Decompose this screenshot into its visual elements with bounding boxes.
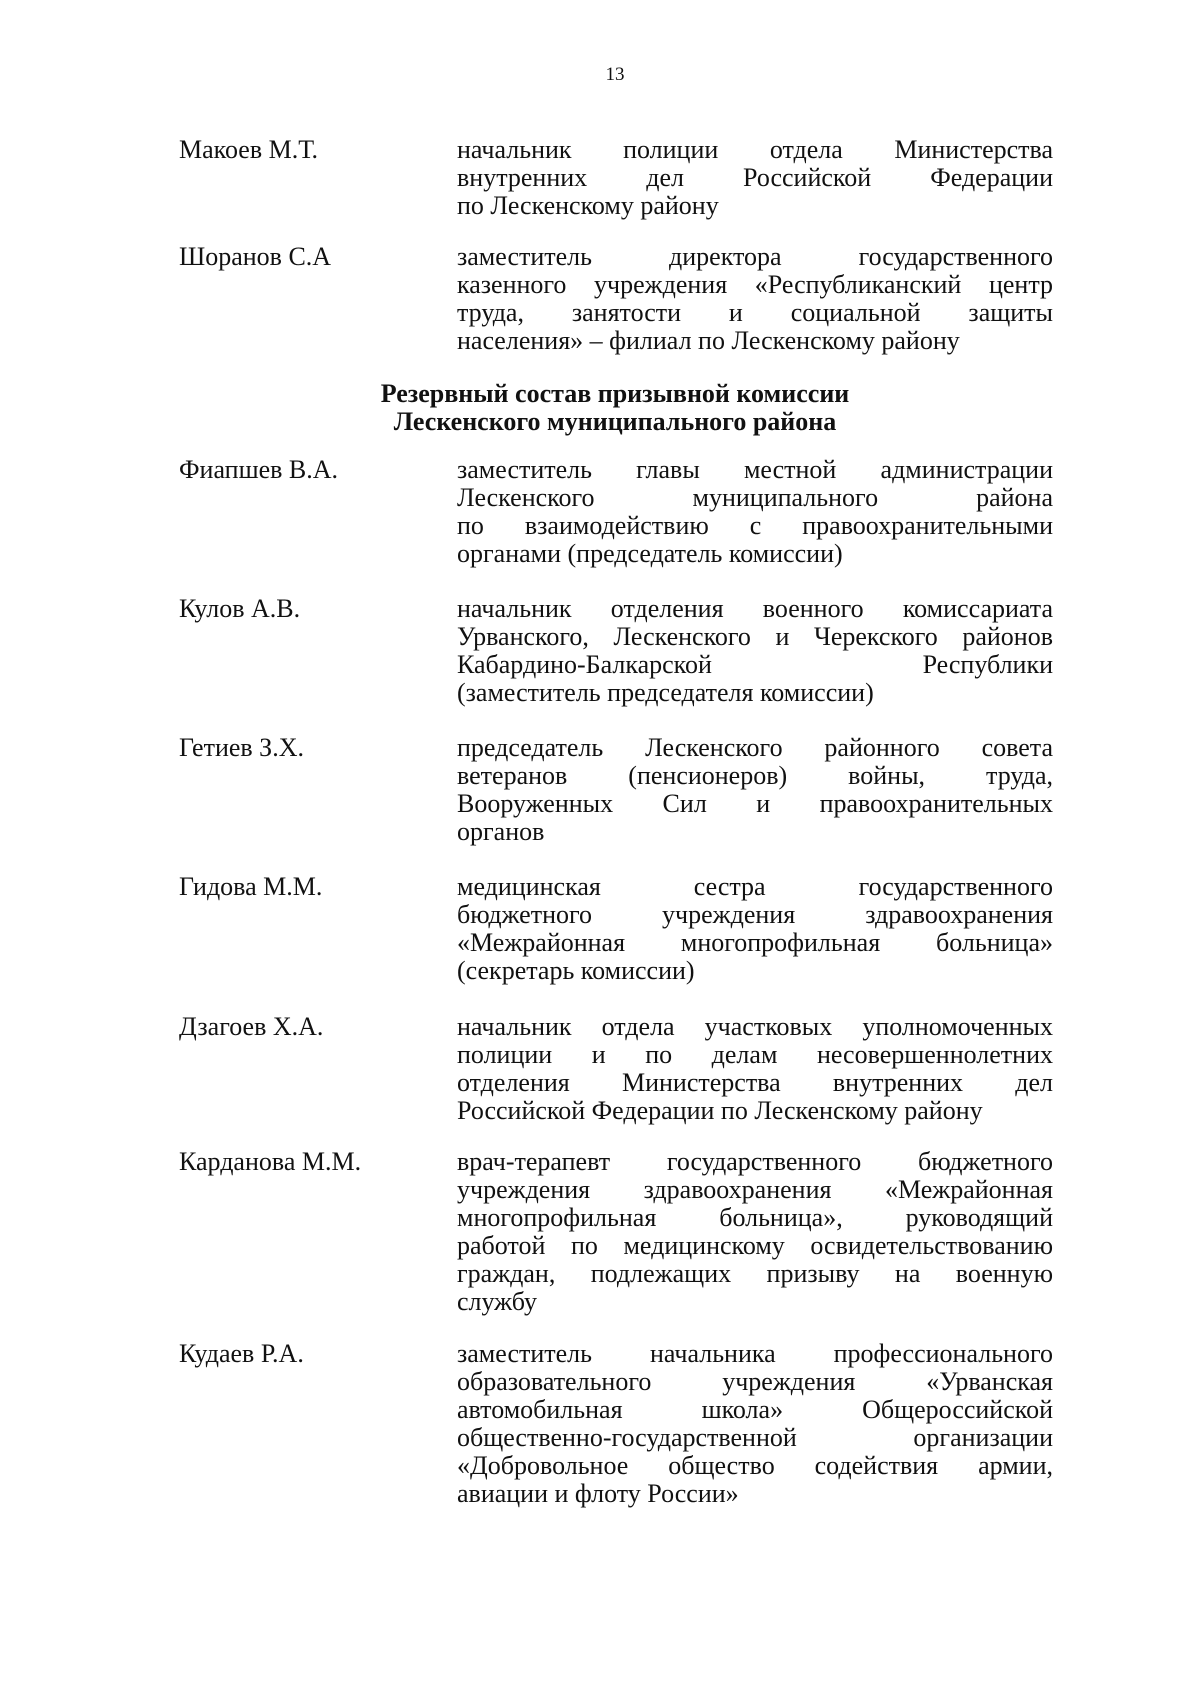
member-name: Гидова М.М. [179, 872, 323, 901]
position-line: граждан, подлежащих призыву на военную [457, 1259, 1053, 1288]
member-position [457, 734, 1053, 846]
reserve-heading [0, 380, 1200, 436]
position-line: отделения Министерства внутренних дел [457, 1068, 1053, 1097]
member-position [457, 873, 1053, 985]
position-line: ветеранов (пенсионеров) войны, труда, [457, 761, 1053, 790]
position-line: авиации и флоту России» [457, 1479, 739, 1508]
position-line: полиции и по делам несовершеннолетних [457, 1040, 1053, 1069]
position-line: населения» – филиал по Лескенскому району [457, 326, 960, 355]
reserve-heading-line: Лескенского муниципального района [393, 407, 837, 436]
member-name: Кулов А.В. [179, 594, 301, 623]
position-line: образовательного учреждения «Урванская [457, 1367, 1053, 1396]
member-position [457, 1013, 1053, 1125]
position-line: Вооруженных Сил и правоохранительных [457, 789, 1053, 818]
page-number: 13 [605, 64, 625, 85]
position-line: (заместитель председателя комиссии) [457, 678, 874, 707]
position-line: Российской Федерации по Лескенскому району [457, 1096, 983, 1125]
position-line: председатель Лескенского районного совета [457, 733, 1053, 762]
position-line: Кабардино-Балкарской Республики [457, 650, 1053, 679]
member-position [457, 456, 1053, 568]
position-line: многопрофильная больница», руководящий [457, 1203, 1053, 1232]
position-line: бюджетного учреждения здравоохранения [457, 900, 1053, 929]
position-line: «Межрайонная многопрофильная больница» [457, 928, 1053, 957]
position-line: органами (председатель комиссии) [457, 539, 843, 568]
position-line: труда, занятости и социальной защиты [457, 298, 1053, 327]
position-line: учреждения здравоохранения «Межрайонная [457, 1175, 1053, 1204]
position-line: медицинская сестра государственного [457, 872, 1053, 901]
member-position [457, 595, 1053, 707]
position-line: работой по медицинскому освидетельствованию [457, 1231, 1053, 1260]
member-name: Кудаев Р.А. [179, 1339, 304, 1368]
member-name: Гетиев З.Х. [179, 733, 304, 762]
position-line: органов [457, 817, 545, 846]
member-name: Шоранов С.А [179, 242, 332, 271]
position-line: заместитель начальника профессионального [457, 1339, 1053, 1368]
position-line: казенного учреждения «Республиканский центр [457, 270, 1053, 299]
member-name: Дзагоев Х.А. [179, 1012, 324, 1041]
position-line: внутренних дел Российской Федерации [457, 163, 1053, 192]
position-line: начальник отдела участковых уполномоченных [457, 1012, 1053, 1041]
position-line: по взаимодействию с правоохранительными [457, 511, 1053, 540]
position-line: Урванского, Лескенского и Черекского районов [457, 622, 1053, 651]
member-name: Фиапшев В.А. [179, 455, 339, 484]
position-line: службу [457, 1287, 538, 1316]
position-line: Лескенского муниципального района [457, 483, 1053, 512]
position-line: «Добровольное общество содействия армии, [457, 1451, 1053, 1480]
position-line: общественно-государственной организации [457, 1423, 1053, 1452]
member-name: Карданова М.М. [179, 1147, 362, 1176]
reserve-heading-line: Резервный состав призывной комиссии [380, 379, 850, 408]
position-line: начальник отделения военного комиссариата [457, 594, 1053, 623]
member-position [457, 136, 1053, 220]
position-line: по Лескенскому району [457, 191, 719, 220]
position-line: заместитель главы местной администрации [457, 455, 1053, 484]
member-name: Макоев М.Т. [179, 135, 319, 164]
member-position [457, 1148, 1053, 1316]
member-position [457, 1340, 1053, 1508]
position-line: начальник полиции отдела Министерства [457, 135, 1053, 164]
position-line: врач-терапевт государственного бюджетного [457, 1147, 1053, 1176]
position-line: автомобильная школа» Общероссийской [457, 1395, 1053, 1424]
position-line: (секретарь комиссии) [457, 956, 695, 985]
member-position [457, 243, 1053, 355]
position-line: заместитель директора государственного [457, 242, 1053, 271]
